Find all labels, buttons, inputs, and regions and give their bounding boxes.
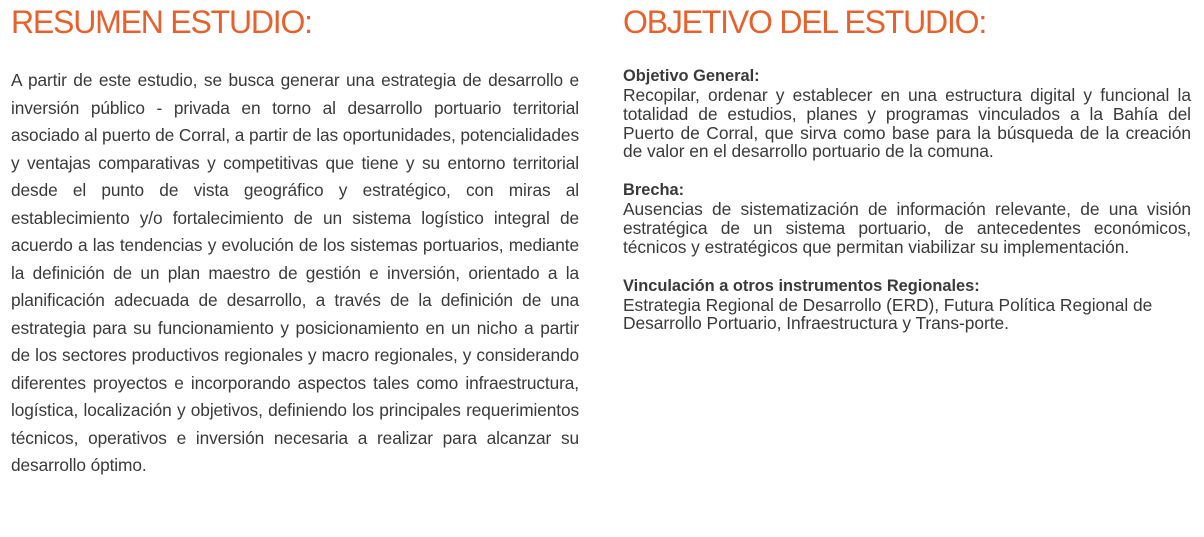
study-objective-column [623,0,1191,333]
regional-instruments-section [623,277,1191,334]
study-summary-column [11,0,579,480]
general-objective-title: Objetivo General: [623,67,760,85]
general-objective-text: Recopilar, ordenar y establecer en una estructura digital y funcional la totalidad de estudios, planes y programas vinculados a la Bahía del Puerto de Corral, que sirva como base para la búsqueda de la creación de valor en el desarrollo portuario de la comuna. [623,85,1191,162]
gap-text: Ausencias de sistematización de información relevante, de una visión estratégica de un sistema portuario, de antecedentes económicos, técnicos y estratégicos que permitan viabilizar su implementación. [623,199,1191,257]
regional-instruments-title: Vinculación a otros instrumentos Regionales: [623,276,980,295]
study-summary-text: A partir de este estudio, se busca generar una estrategia de desarrollo e inversión público - privada en torno al desarrollo portuario territorial asociado al puerto de Corral, a partir de las oportunidades, potencialidades y ventajas comparativas y competitivas que tiene y su entorno territorial desde el punto de vista geográfico y estratégico, con miras al establecimiento y/o fortalecimiento de un sistema logístico integral de acuerdo a las tendencias y evolución de los sistemas portuarios, mediante la definición de un plan maestro de gestión e inversión, orientado a la planificación adecuada de desarrollo, a través de la definición de una estrategia para su funcionamiento y posicionamiento en un nicho a partir de los sectores productivos regionales y macro regionales, y considerando diferentes proyectos e incorporando aspectos tales como infraestructura, logística, localización y objetivos, definiendo los principales requerimientos técnicos, operativos e inversión necesaria a realizar para alcanzar su desarrollo óptimo. [11,70,579,475]
study-summary-heading: RESUMEN ESTUDIO: [11,4,312,40]
study-objective-heading: OBJETIVO DEL ESTUDIO: [623,4,987,40]
regional-instruments-text: Estrategia Regional de Desarrollo (ERD), Futura Política Regional de Desarrollo Portuario, Infraestructura y Trans-porte. [623,294,1153,334]
general-objective-section [623,67,1191,161]
gap-title: Brecha: [623,181,685,200]
gap-section [623,181,1191,256]
